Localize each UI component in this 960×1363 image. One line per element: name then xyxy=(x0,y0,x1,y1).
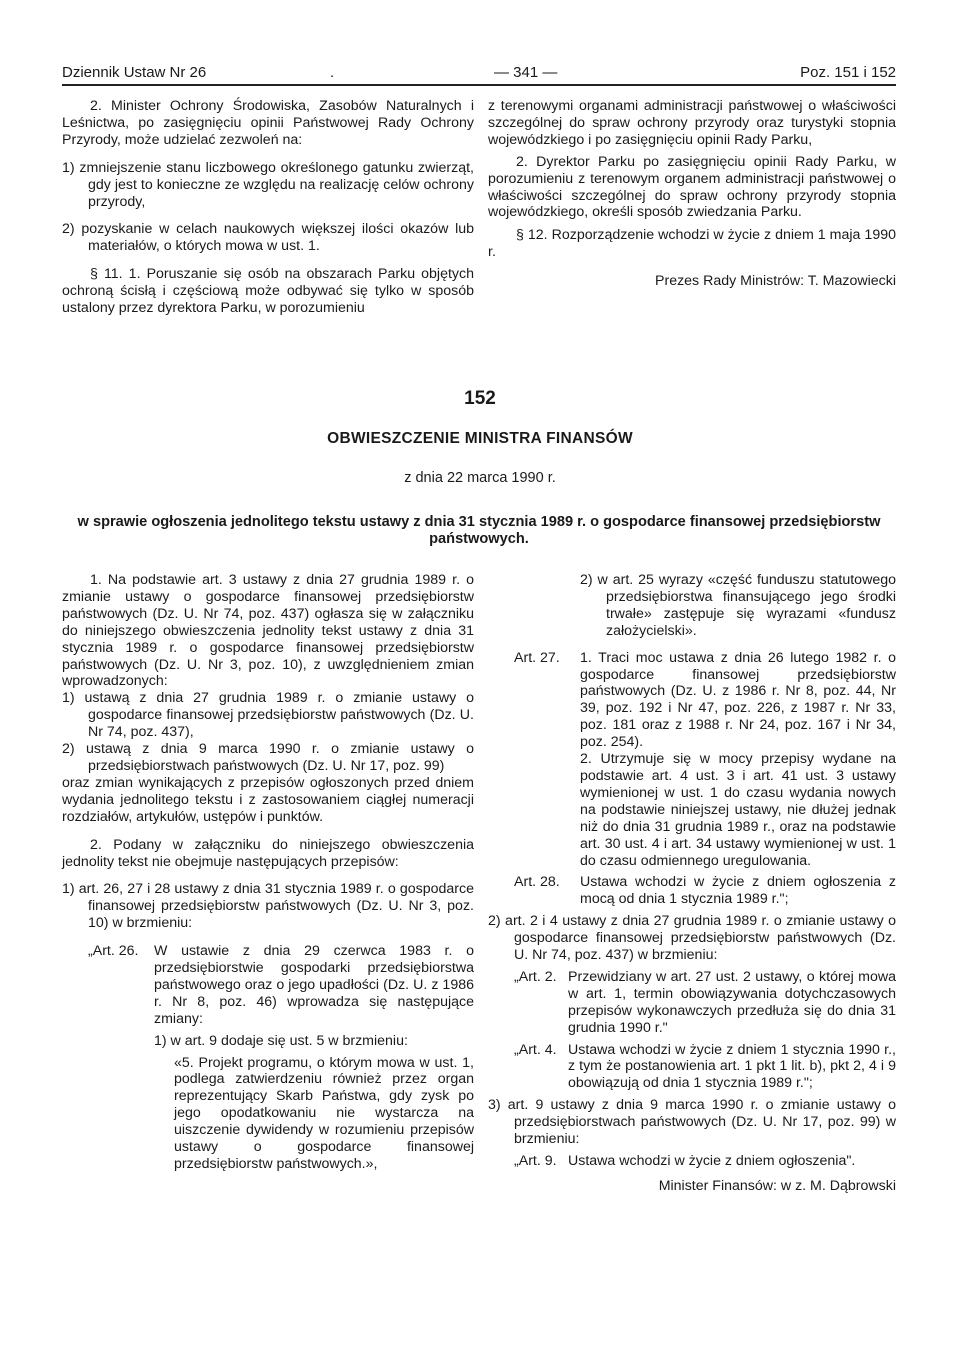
position-ref: Poz. 151 i 152 xyxy=(800,64,896,81)
quote: «5. Projekt programu, o którym mowa w ust. 1, podlega zatwierdzeniu również przez organ reprezentujący Skarb Państwa, gdy zysk po jego opodatkowaniu nie wystarcza na uiszczenie dywidendy w rozumieniu przepisów ustawy o gospodarce finansowej przedsiębiorstw państwowych.», xyxy=(174,1054,474,1172)
notice-subject: w sprawie ogłoszenia jednolitego tekstu ustawy z dnia 31 stycznia 1989 r. o gospodarce finansowej przedsiębiorstw państwowych. xyxy=(77,514,881,547)
list-item: 1) w art. 9 dodaje się ust. 5 w brzmieniu: xyxy=(154,1032,408,1049)
list-item: 1) art. 26, 27 i 28 ustawy z dnia 31 stycznia 1989 r. o gospodarce finansowej przedsiębiorstw państwowych (Dz. U. Nr 3, poz. 10) w brzmieniu: xyxy=(62,881,474,932)
article-27 xyxy=(488,650,896,751)
paragraph: 2. Utrzymuje się w mocy przepisy wydane na podstawie art. 4 ust. 3 i art. 41 ust. 3 ustawy wymienionej w ust. 1 do czasu wydania nowych na podstawie niniejszej ustawy, nie dłużej jednak niż do dnia 31 grudnia 1989 r., oraz na podstawie art. 30 ust. 4 i art. 34 ustawy wymienionej w ust. 1 do czasu odmiennego uregulowania. xyxy=(580,751,896,869)
amend-article-4 xyxy=(488,1042,896,1093)
notice-number: 152 xyxy=(464,388,496,409)
signature: Prezes Rady Ministrów: T. Mazowiecki xyxy=(655,273,896,290)
article-text: Ustawa wchodzi w życie z dniem 1 stycznia 1990 r., z tym że postanowienia art. 1 pkt 1 lit. b), pkt 2, 4 i 9 obowiązują od dnia 1 stycznia 1989 r."; xyxy=(568,1041,896,1092)
article-text: Ustawa wchodzi w życie z dniem ogłoszenia z mocą od dnia 1 stycznia 1989 r."; xyxy=(580,874,896,908)
header-dot: . xyxy=(330,64,335,81)
amend-article-2 xyxy=(488,969,896,1037)
list-item: 1) zmniejszenie stanu liczbowego określonego gatunku zwierząt, gdy jest to konieczne ze względu na realizację celów ochrony przyrody, xyxy=(62,159,474,210)
list-item: 3) art. 9 ustawy z dnia 9 marca 1990 r. o zmianie ustawy o przedsiębiorstwach państwowych (Dz. U. Nr 17, poz. 99) w brzmieniu: xyxy=(488,1097,896,1148)
paragraph: 1. Na podstawie art. 3 ustawy z dnia 27 grudnia 1989 r. o zmianie ustawy o gospodarce finansowej przedsiębiorstw państwowych (Dz. U. Nr 74, poz. 437) ogłasza się w załączniku do niniejszego obwieszczenia jednolity tekst ustawy z dnia 31 stycznia 1989 r. o gospodarce finansowej przedsiębiorstw państwowych (Dz. U. Nr 3, poz. 10), z uwzględnieniem zmian wprowadzonych: xyxy=(62,572,474,690)
paragraph: § 12. Rozporządzenie wchodzi w życie z dniem 1 maja 1990 r. xyxy=(488,227,896,261)
paragraph: § 11. 1. Poruszanie się osób na obszarach Parku objętych ochroną ścisłą i częściową może odbywać się tylko w sposób ustalony przez dyrektora Parku, w porozumieniu xyxy=(62,266,474,317)
article-text: W ustawie z dnia 29 czerwca 1983 r. o przedsiębiorstwie gospodarki przedsiębiorstwa państwowego oraz o jego upadłości (Dz. U. z 1986 r. Nr 8, poz. 46) wprowadza się następujące zmiany: xyxy=(154,943,474,1027)
list-item: 2) pozyskanie w celach naukowych większej ilości okazów lub materiałów, o których mowa w ust. 1. xyxy=(62,221,474,255)
list-item: 2) art. 2 i 4 ustawy z dnia 27 grudnia 1989 r. o zmianie ustawy o gospodarce finansowej przedsiębiorstw państwowych (Dz. U. Nr 74, poz. 437) w brzmieniu: xyxy=(488,913,896,964)
article-text: Ustawa wchodzi w życie z dniem ogłoszenia". xyxy=(568,1153,856,1169)
paragraph: 2. Dyrektor Parku po zasięgnięciu opinii Rady Parku, w porozumieniu z terenowym organem administracji państwowej o właściwości szczególnej do spraw ochrony przyrody stopnia wojewódzkiego, określi sposób zwiedzania Parku. xyxy=(488,153,896,221)
journal-title: Dziennik Ustaw Nr 26 xyxy=(62,64,207,81)
top-left-column xyxy=(62,98,474,317)
signature: Minister Finansów: w z. M. Dąbrowski xyxy=(658,1177,896,1194)
article-label: „Art. 26. xyxy=(88,943,139,960)
article-28 xyxy=(488,874,896,908)
article-26 xyxy=(62,943,474,1028)
article-text: 1. Traci moc ustawa z dnia 26 lutego 1982 r. o gospodarce finansowej przedsiębiorstw państwowych (Dz. U. z 1986 r. Nr 8, poz. 44, Nr 39, poz. 192 i Nr 47, poz. 226, z 1987 r. Nr 33, poz. 181 oraz z 1988 r. Nr 24, poz. 167 i Nr 34, poz. 254). xyxy=(580,649,896,751)
article-text: Przewidziany w art. 27 ust. 2 ustawy, o której mowa w art. 1, termin obowiązywania dotychczasowych przepisów wykonawczych przedłuża się do dnia 31 grudnia 1990 r." xyxy=(568,968,896,1036)
paragraph: oraz zmian wynikających z przepisów ogłoszonych przed dniem wydania jednolitego tekstu i z zastosowaniem ciągłej numeracji rozdziałów, artykułów, ustępów i punktów. xyxy=(62,774,474,825)
bottom-left-column xyxy=(62,572,474,1173)
article-label: „Art. 4. xyxy=(514,1041,557,1058)
paragraph: z terenowymi organami administracji państwowej o właściwości szczególnej do spraw ochrony przyrody oraz turystyki stopnia wojewódzkiego i po zasięgnięciu opinii Rady Parku, xyxy=(488,98,896,148)
article-label: „Art. 9. xyxy=(514,1153,557,1169)
page-header xyxy=(62,62,896,86)
bottom-right-column xyxy=(488,572,896,1195)
list-item: 1) ustawą z dnia 27 grudnia 1989 r. o zmianie ustawy o gospodarce finansowej przedsiębiorstw państwowych (Dz. U. Nr 74, poz. 437), xyxy=(62,690,474,741)
top-right-column xyxy=(488,98,896,290)
page-number: — 341 — xyxy=(494,64,558,81)
notice-date: z dnia 22 marca 1990 r. xyxy=(404,470,556,486)
amend-article-9 xyxy=(488,1153,896,1170)
article-label: „Art. 2. xyxy=(514,968,557,985)
list-item: 2) ustawą z dnia 9 marca 1990 r. o zmianie ustawy o przedsiębiorstwach państwowych (Dz. U. Nr 17, poz. 99) xyxy=(62,741,474,774)
notice-title: OBWIESZCZENIE MINISTRA FINANSÓW xyxy=(327,430,633,447)
article-label: Art. 28. xyxy=(514,874,560,891)
article-label: Art. 27. xyxy=(514,649,560,666)
paragraph: 2. Minister Ochrony Środowiska, Zasobów Naturalnych i Leśnictwa, po zasięgnięciu opinii Państwowej Rady Ochrony Przyrody, może udzielać zezwoleń na: xyxy=(62,98,474,148)
list-item: 2) w art. 25 wyrazy «część funduszu statutowego przedsiębiorstwa finansującego jego środki trwałe» zastępuje się wyrazami «fundusz założycielski». xyxy=(580,572,896,639)
paragraph: 2. Podany w załączniku do niniejszego obwieszczenia jednolity tekst nie obejmuje następujących przepisów: xyxy=(62,836,474,870)
